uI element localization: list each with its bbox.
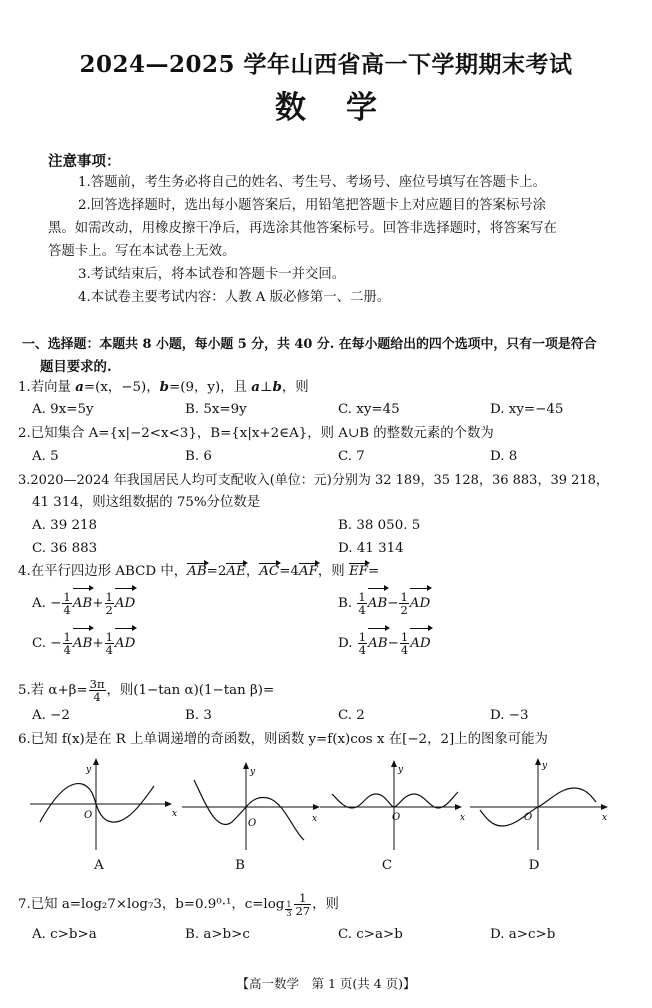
svg-text:y: y [542, 761, 548, 771]
svg-text:O: O [392, 812, 401, 823]
graph-a [28, 752, 178, 852]
q3-option-d: D. 41 314 [338, 541, 404, 556]
svg-text:O: O [84, 810, 93, 821]
q1-option-d: D. xy=−45 [490, 402, 564, 417]
subject-title: 数学 [275, 90, 417, 126]
svg-text:y: y [398, 765, 404, 775]
q4-stem-a: 4.在平行四边形 ABCD 中， [18, 564, 188, 579]
question-4-stem: 4.在平行四边形 ABCD 中，AB=2AE，AC=4AF，则 EF= [18, 564, 380, 579]
svg-text:x: x [312, 814, 318, 824]
question-3-stem-2: 41 314，则这组数据的 75%分位数是 [32, 495, 261, 510]
q1-option-c: C. xy=45 [338, 402, 400, 417]
q1-option-a: A. 9x=5y [32, 402, 94, 417]
q1-option-b: B. 5x=9y [185, 402, 247, 417]
q2-option-c: C. 7 [338, 449, 365, 464]
q4-stem-e: ，则 [317, 564, 345, 579]
q4-stem-d: =4 [279, 564, 299, 579]
svg-text:y: y [250, 767, 256, 777]
svg-text:y: y [86, 765, 92, 775]
q2-option-a: A. 5 [32, 449, 59, 464]
q4-option-a: A. − $\frac{1}{4}$ AB+ $\frac{1}{2}$ AD [32, 588, 135, 620]
svg-text:O: O [248, 818, 257, 829]
graph-label-d: D [528, 858, 540, 873]
q7-stem: 7.已知 a=log₂7×log₇3，b=0.9⁰·¹，c=log [18, 897, 285, 912]
section-line-2: 题目要求的. [40, 359, 112, 375]
svg-text:O: O [524, 812, 533, 823]
q7-option-c: C. c>a>b [338, 927, 403, 942]
graph-label-a: A [94, 858, 104, 873]
exam-title: 2024—2025 学年山西省高一下学期期末考试 [79, 51, 573, 78]
question-7-stem: 7.已知 a=log₂7×log₇3，b=0.9⁰·¹，c=log $_{\frac{1}{3}}$ $\frac{1}{27}$ ，则 [18, 891, 339, 918]
svg-text:x: x [602, 813, 608, 823]
q7-option-a: A. c>b>a [32, 927, 97, 942]
graph-b [180, 752, 330, 852]
q3-option-c: C. 36 883 [32, 541, 98, 556]
graph-d [468, 752, 618, 852]
note-line-3: 黑。如需改动，用橡皮擦干净后，再选涂其他答案标号。回答非选择题时，将答案写在 [48, 221, 557, 236]
q5-option-d: D. −3 [490, 708, 529, 723]
graph-c [318, 752, 468, 852]
q7-stem-end: ，则 [312, 897, 339, 912]
q4-stem-b: =2 [206, 564, 227, 579]
graph-label-b: B [235, 858, 245, 873]
q4-option-c-label: C. [32, 636, 47, 651]
q7-option-d: D. a>c>b [490, 927, 556, 942]
graph-label-c: C [381, 858, 393, 873]
q5-option-b: B. 3 [185, 708, 212, 723]
note-line-6: 4.本试卷主要考试内容：人教 A 版必修第一、二册。 [78, 290, 391, 305]
note-line-1: 1.答题前，考生务必将自己的姓名、考生号、考场号、座位号填写在答题卡上。 [78, 175, 547, 190]
section-heading [22, 334, 640, 378]
q1-stem-c: =(9，y)，且 [169, 380, 252, 395]
q5-option-a: A. −2 [32, 708, 70, 723]
q5-option-c: C. 2 [338, 708, 365, 723]
q4-option-b-label: B. [338, 596, 353, 611]
q7-option-b: B. a>b>c [185, 927, 250, 942]
note-line-5: 3.考试结束后，将本试卷和答题卡一并交回。 [78, 267, 346, 282]
q4-stem-c: ， [245, 564, 260, 579]
question-5-stem: 5.若 α+β= $\frac{3\pi}{4}$ ，则(1−tan α)(1−tan β)= [18, 677, 275, 704]
q2-option-b: B. 6 [185, 449, 212, 464]
q4-option-c: C. − $\frac{1}{4}$ AB+ $\frac{1}{4}$ AD [32, 628, 135, 660]
q3-option-b: B. 38 050. 5 [338, 518, 421, 533]
q4-option-b: B. $\frac{1}{4}$ AB− $\frac{1}{2}$ AD [338, 588, 430, 620]
page-footer: 【高一数学 第 1 页(共 4 页)】 [236, 976, 416, 991]
q4-option-d-label: D. [338, 636, 353, 651]
q4-option-a-label: A. [32, 596, 46, 611]
question-1-stem: 1.若向量 a=(x，−5)，b=(9，y)，且 a⊥b，则 [18, 379, 309, 395]
q2-option-d: D. 8 [490, 449, 518, 464]
q5-stem-b: ，则(1−tan α)(1−tan β)= [106, 683, 275, 698]
question-2-stem: 2.已知集合 A={x|−2<x<3}，B={x|x+2∈A}，则 A∪B 的整数元素的个数为 [18, 426, 494, 441]
svg-text:x: x [460, 813, 466, 823]
q4-option-d: D. $\frac{1}{4}$ AB− $\frac{1}{4}$ AD [338, 628, 431, 660]
q1-stem-a: 1.若向量 [18, 380, 76, 395]
question-3-stem-1: 3.2020—2024 年我国居民人均可支配收入(单位：元)分别为 32 189，35 128，36 883，39 218， [18, 473, 609, 488]
note-line-2: 2.回答选择题时，选出每小题答案后，用铅笔把答题卡上对应题目的答案标号涂 [78, 198, 547, 213]
q1-stem-d: ，则 [281, 380, 309, 395]
q3-option-a: A. 39 218 [32, 518, 98, 533]
q1-stem-b: =(x，−5)， [83, 380, 160, 395]
question-6-stem: 6.已知 f(x)是在 R 上单调递增的奇函数，则函数 y=f(x)cos x 在[−2，2]上的图象可能为 [18, 732, 548, 747]
q5-stem-a: 5.若 α+β= [18, 683, 88, 698]
note-line-4: 答题卡上。写在本试卷上无效。 [48, 244, 236, 259]
notes-heading: 注意事项： [48, 153, 121, 170]
q4-stem-f: = [368, 564, 380, 579]
section-line-1: 一、选择题：本题共 8 小题，每小题 5 分，共 40 分. 在每小题给出的四个选项中，只有一项是符合 [22, 337, 597, 352]
svg-text:x: x [172, 809, 178, 819]
